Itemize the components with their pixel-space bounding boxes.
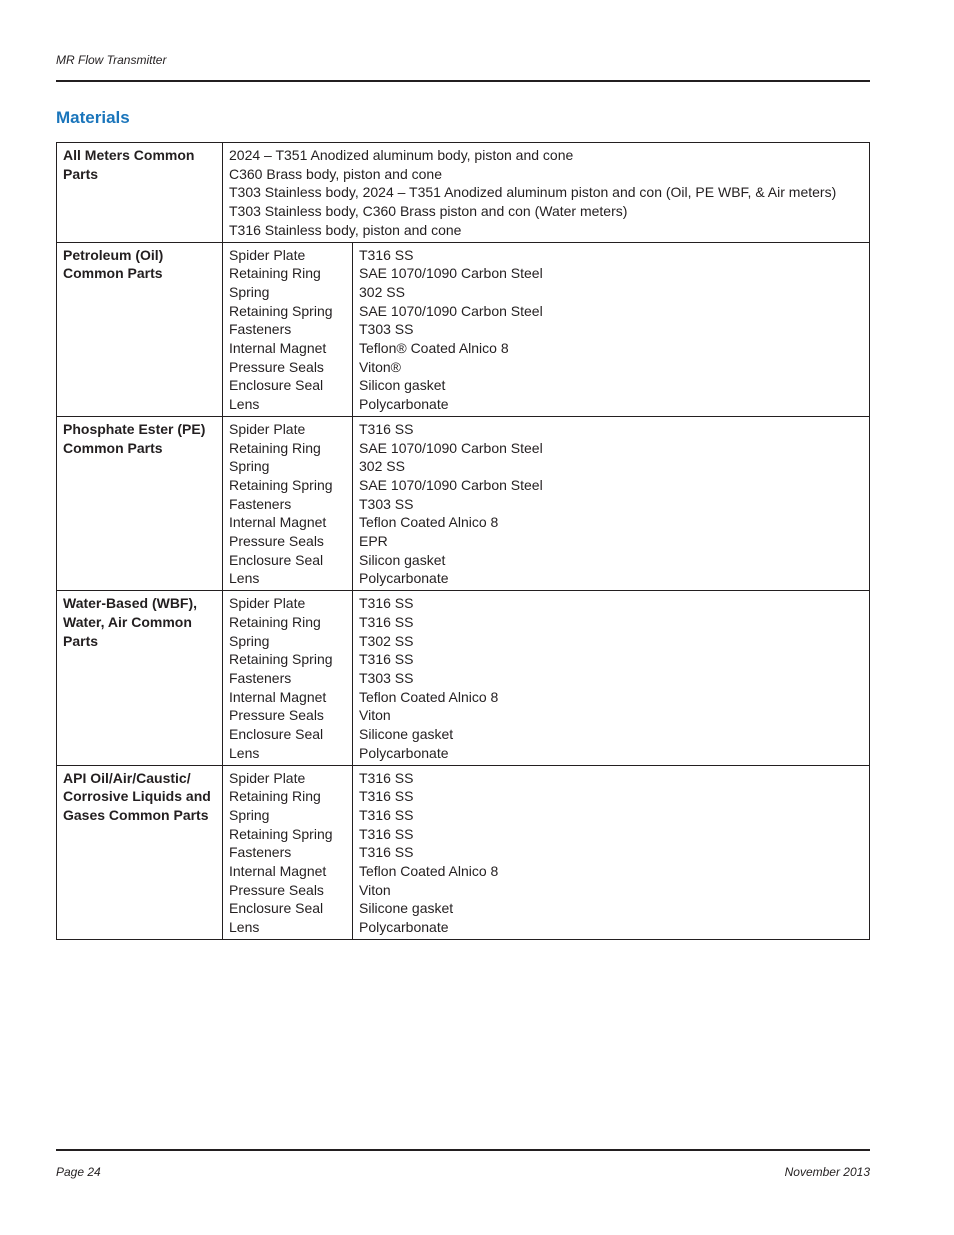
materials-cell: [353, 765, 870, 939]
material-line: C360 Brass body, piston and cone: [229, 165, 442, 182]
parts-cell: [223, 765, 353, 939]
materials-cell: [353, 416, 870, 590]
material-name: T316 SS: [359, 595, 414, 612]
part-name: Spring: [229, 632, 270, 649]
material-line: 2024 – T351 Anodized aluminum body, piston and cone: [229, 147, 574, 163]
running-header: MR Flow Transmitter: [56, 53, 167, 67]
materials-table: [56, 142, 870, 940]
material-name: Silicon gasket: [359, 377, 446, 394]
material-name: T316 SS: [359, 844, 414, 861]
part-name: Spider Plate: [229, 769, 306, 786]
material-name: EPR: [359, 533, 388, 550]
parts-cell: [223, 416, 353, 590]
parts-cell: [223, 591, 353, 765]
part-name: Spring: [229, 458, 270, 475]
category-cell: Phosphate Ester (PE) Common Parts: [57, 416, 223, 590]
parts-cell: [223, 242, 353, 416]
material-name: T316 SS: [359, 420, 414, 437]
part-name: Retaining Ring: [229, 613, 321, 630]
section-heading: Materials: [56, 108, 130, 127]
material-name: Teflon® Coated Alnico 8: [359, 340, 509, 357]
part-name: Enclosure Seal: [229, 377, 324, 394]
part-name: Pressure Seals: [229, 358, 324, 375]
part-name: Retaining Spring: [229, 825, 333, 842]
material-name: T302 SS: [359, 632, 414, 649]
material-name: Viton: [359, 881, 391, 898]
materials-cell: [353, 591, 870, 765]
material-name: SAE 1070/1090 Carbon Steel: [359, 265, 543, 282]
common-materials-cell: [223, 143, 870, 243]
part-name: Enclosure Seal: [229, 551, 324, 568]
part-name: Retaining Ring: [229, 439, 321, 456]
material-name: Silicone gasket: [359, 726, 454, 743]
material-name: Polycarbonate: [359, 570, 449, 587]
material-name: Teflon Coated Alnico 8: [359, 514, 499, 531]
material-name: SAE 1070/1090 Carbon Steel: [359, 302, 543, 319]
part-name: Retaining Ring: [229, 788, 321, 805]
table-row: [57, 765, 870, 939]
material-name: T316 SS: [359, 613, 414, 630]
material-name: SAE 1070/1090 Carbon Steel: [359, 439, 543, 456]
material-name: Viton®: [359, 358, 401, 375]
material-line: T303 Stainless body, 2024 – T351 Anodized aluminum piston and con (Oil, PE WBF, & Air meters): [229, 184, 837, 201]
material-name: Teflon Coated Alnico 8: [359, 688, 499, 705]
material-name: 302 SS: [359, 283, 405, 300]
part-name: Fasteners: [229, 321, 292, 338]
material-name: Polycarbonate: [359, 744, 449, 761]
material-name: SAE 1070/1090 Carbon Steel: [359, 476, 543, 493]
table-row-common: [57, 143, 870, 243]
material-name: 302 SS: [359, 458, 405, 475]
part-name: Retaining Spring: [229, 302, 333, 319]
material-name: T316 SS: [359, 769, 414, 786]
part-name: Spider Plate: [229, 420, 306, 437]
part-name: Lens: [229, 919, 260, 936]
part-name: Spring: [229, 806, 270, 823]
part-name: Retaining Ring: [229, 265, 321, 282]
part-name: Fasteners: [229, 495, 292, 512]
page-number: Page 24: [56, 1165, 101, 1179]
header-rule: [56, 80, 870, 82]
material-name: Silicone gasket: [359, 900, 454, 917]
table-row: [57, 242, 870, 416]
category-cell: Water-Based (WBF), Water, Air Common Parts: [57, 591, 223, 765]
part-name: Internal Magnet: [229, 688, 327, 705]
materials-cell: [353, 242, 870, 416]
category-cell: All Meters Common Parts: [57, 143, 223, 243]
material-name: T316 SS: [359, 246, 414, 263]
material-name: T316 SS: [359, 788, 414, 805]
part-name: Retaining Spring: [229, 651, 333, 668]
material-name: T316 SS: [359, 806, 414, 823]
category-cell: API Oil/Air/Caustic/ Corrosive Liquids and Gases Common Parts: [57, 765, 223, 939]
part-name: Enclosure Seal: [229, 900, 324, 917]
footer-rule: [56, 1149, 870, 1151]
publication-date: November 2013: [784, 1165, 870, 1179]
part-name: Lens: [229, 396, 260, 413]
material-name: T303 SS: [359, 321, 414, 338]
part-name: Internal Magnet: [229, 514, 327, 531]
part-name: Spider Plate: [229, 246, 306, 263]
part-name: Internal Magnet: [229, 340, 327, 357]
part-name: Spider Plate: [229, 595, 306, 612]
category-cell: Petroleum (Oil) Common Parts: [57, 242, 223, 416]
part-name: Pressure Seals: [229, 881, 324, 898]
material-name: Viton: [359, 707, 391, 724]
part-name: Pressure Seals: [229, 533, 324, 550]
part-name: Internal Magnet: [229, 863, 327, 880]
material-name: Polycarbonate: [359, 919, 449, 936]
part-name: Lens: [229, 570, 260, 587]
part-name: Pressure Seals: [229, 707, 324, 724]
material-name: T303 SS: [359, 669, 414, 686]
table-row: [57, 416, 870, 590]
material-name: Polycarbonate: [359, 396, 449, 413]
material-name: Silicon gasket: [359, 551, 446, 568]
part-name: Fasteners: [229, 844, 292, 861]
material-name: T316 SS: [359, 825, 414, 842]
material-name: T316 SS: [359, 651, 414, 668]
part-name: Retaining Spring: [229, 476, 333, 493]
material-line: T316 Stainless body, piston and cone: [229, 221, 462, 238]
part-name: Fasteners: [229, 669, 292, 686]
material-name: Teflon Coated Alnico 8: [359, 863, 499, 880]
part-name: Enclosure Seal: [229, 726, 324, 743]
material-line: T303 Stainless body, C360 Brass piston and con (Water meters): [229, 203, 628, 220]
material-name: T303 SS: [359, 495, 414, 512]
part-name: Spring: [229, 283, 270, 300]
table-row: [57, 591, 870, 765]
part-name: Lens: [229, 744, 260, 761]
